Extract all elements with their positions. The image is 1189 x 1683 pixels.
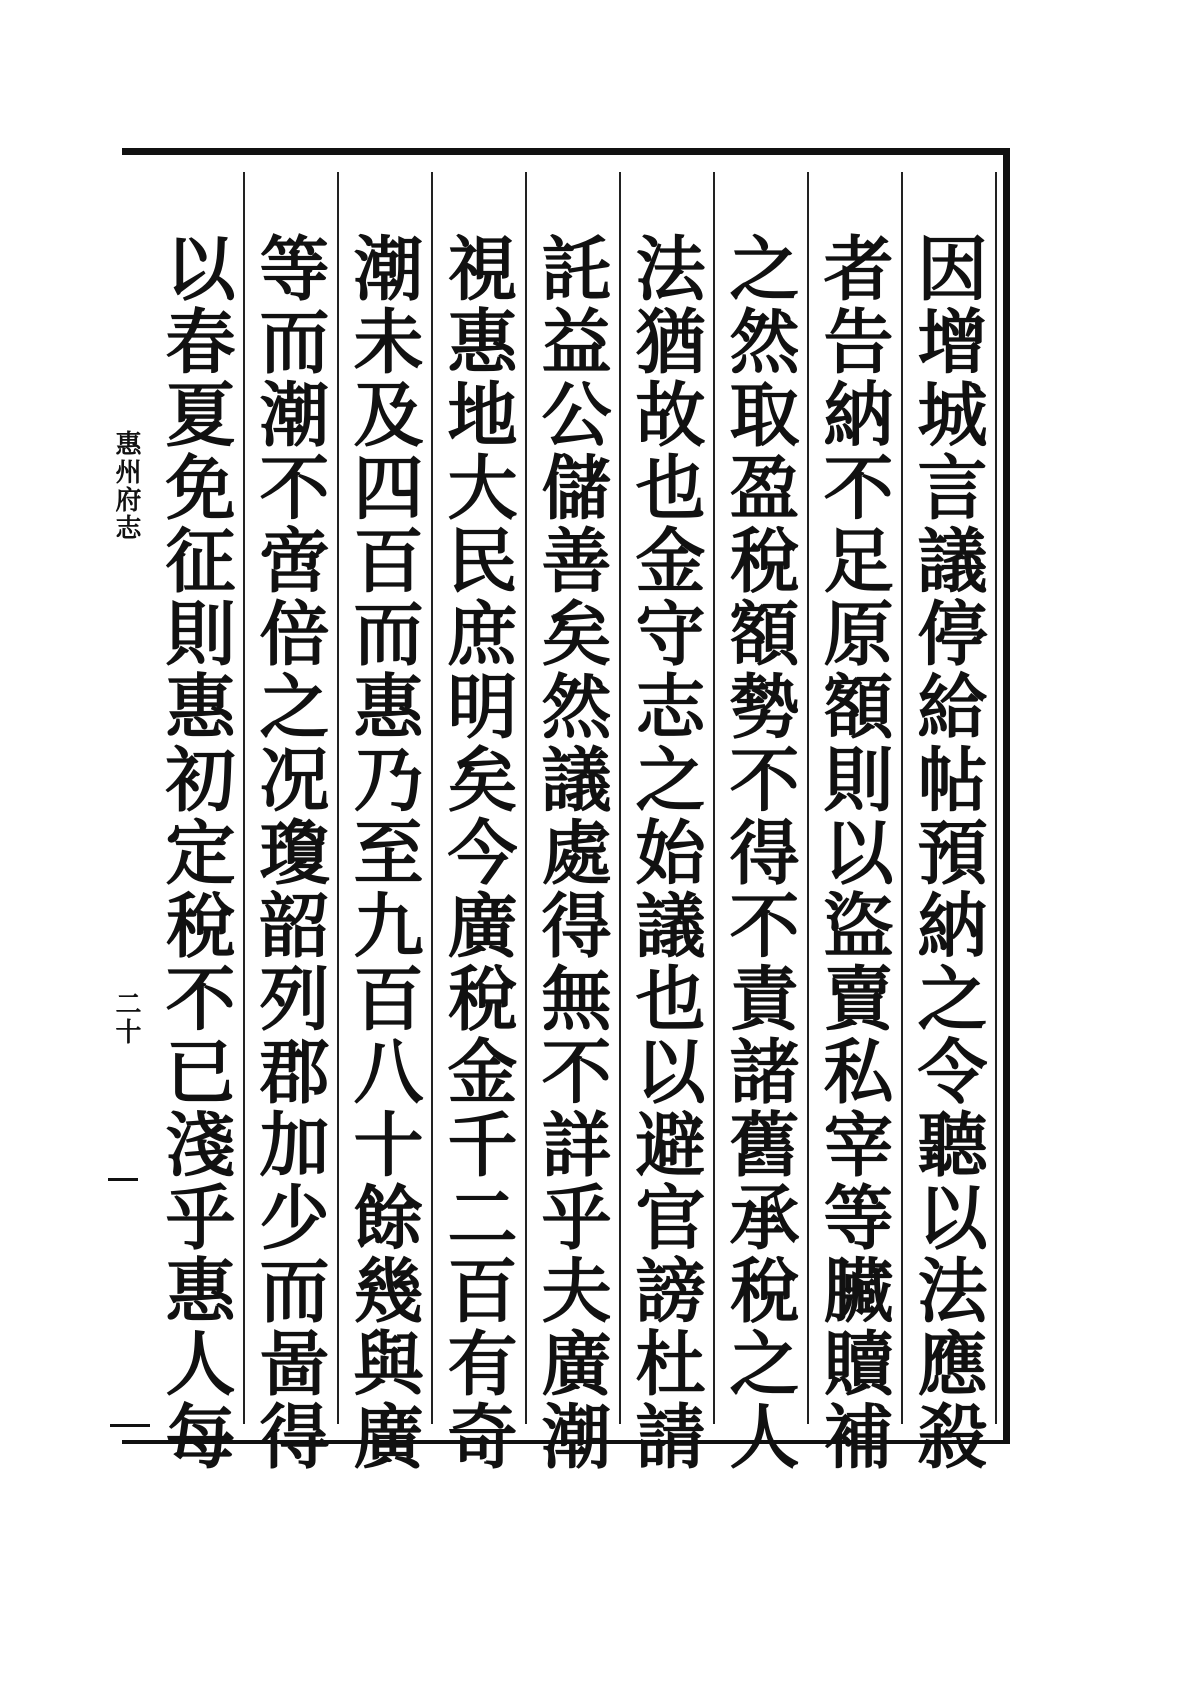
text-column-5 [529,172,621,1473]
text-column-1 [905,172,997,1473]
column-text: 者告納不足原額則以盜賣私宰等臟贖補 [812,232,895,1473]
text-column-3 [717,172,809,1473]
margin-title: 惠州府志 [111,430,141,542]
column-text: 託益公儲善矣然議處得無不詳乎夫廣潮 [530,232,613,1473]
text-body [152,172,997,1473]
text-column-7 [341,172,433,1473]
text-column-9 [153,172,245,1473]
column-text: 法猶故也金守志之始議也以避官謗杜請 [624,232,707,1473]
text-column-6 [435,172,527,1473]
column-text: 視惠地大民庶明矣今廣稅金千二百有奇 [436,232,519,1473]
text-column-8 [247,172,339,1473]
column-text: 潮未及四百而惠乃至九百八十餘幾與廣 [342,232,425,1473]
column-text: 等而潮不啻倍之况瓊韶列郡加少而啚得 [248,232,331,1473]
column-text: 因增城言議停給帖預納之令聽以法應殺 [906,232,989,1473]
margin-tick [108,1178,138,1181]
text-column-2 [811,172,903,1473]
page-number: 二十 [111,990,141,1046]
frame-bottom-tick [110,1424,150,1427]
text-column-4 [623,172,715,1473]
column-text: 之然取盈稅額勢不得不責諸舊承稅之人 [718,232,801,1473]
column-text: 以春夏免征則惠初定稅不已淺乎惠人每 [154,232,237,1473]
